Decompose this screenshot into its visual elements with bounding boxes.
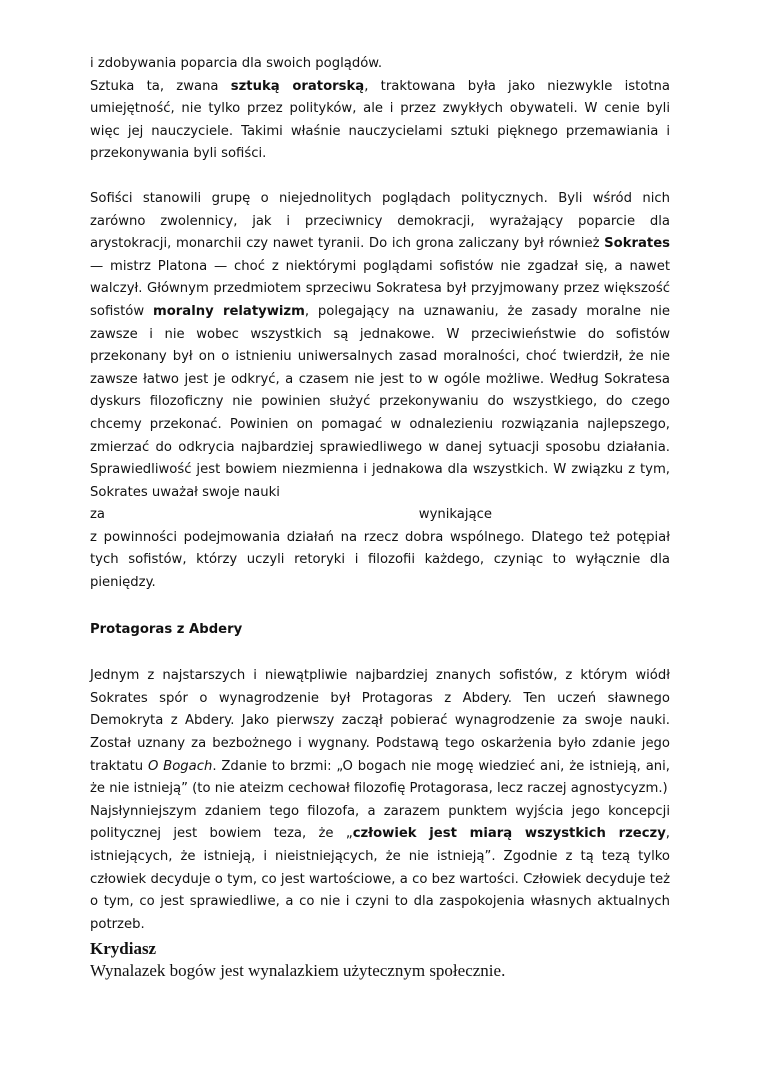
document-body bbox=[90, 53, 670, 982]
bold-term-relativism: moralny relatywizm bbox=[153, 303, 305, 319]
text-run: Sofiści stanowili grupę o niejednolitych poglądach politycznych. Byli wśród nich zarówno zwolennicy, jak i przeciwnicy demokracji, wyrażający poparcie dla arystokracji, monarchii czy nawet tyranii. Do ich grona zaliczany był również bbox=[90, 190, 670, 252]
bold-term-oratory: sztuką oratorską bbox=[230, 78, 365, 94]
section-heading-protagoras: Protagoras z Abdery bbox=[90, 621, 243, 637]
paragraph-gap bbox=[90, 595, 670, 619]
paragraph-protagoras bbox=[90, 665, 670, 801]
paragraph-oratory bbox=[90, 76, 670, 166]
text-run: . Zdanie to brzmi: „O bogach nie mogę wiedzieć ani, że istnieją, ani, że nie istnieją” (to nie ateizm cechował filozofię Protagorasa, lecz raczej agnostycyzm.) bbox=[90, 758, 670, 797]
spread-word-left: za bbox=[90, 507, 106, 523]
text-run: , traktowana była jako niezwykle istotna umiejętność, nie tylko przez polityków, ale i przez zwykłych obywateli. W cenie byli więc jej nauczyciele. Takimi właśnie nauczycielami sztuki pięknego przemawiania i przekonywania byli sofiści. bbox=[90, 78, 670, 162]
text-run: — mistrz Platona — choć z niektórymi poglądami sofistów nie zgadzał się, a nawet walczył. Głównym przedmiotem sprzeciwu Sokratesa był przyjmowany przez większość sofistów bbox=[90, 258, 670, 319]
italic-title-o-bogach: O Bogach bbox=[147, 758, 213, 774]
paragraph-gap bbox=[90, 166, 670, 188]
paragraph-krydiasz: Wynalazek bogów jest wynalazkiem użytecznym społecznie. bbox=[90, 961, 506, 981]
section-heading-krydiasz: Krydiasz bbox=[90, 939, 157, 959]
bold-term-sokrates: Sokrates bbox=[604, 236, 670, 252]
paragraph-sophists bbox=[90, 188, 670, 504]
text-run: , polegający na uznawaniu, że zasady moralne nie zawsze i nie wobec wszystkich są jednakowe. W przeciwieństwie do sofistów przekonany był on o istnieniu uniwersalnych zasad moralności, choć twierdził, że nie zawsze łatwo jest je odkryć, a czasem nie jest to w ogóle możliwe. Według Sokratesa dyskurs filozoficzny nie powinien służyć przekonywaniu do wszystkiego, do czego chcemy przekonać. Powinien on pomagać w odnalezieniu rozwiązania najlepszego, zmierzać do odkrycia najbardziej sprawiedliwego w danej sytuacji sposobu działania. Sprawiedliwość jest bowiem niezmienna i jednakowa dla wszystkich. W związku z tym, Sokrates uważał swoje nauki bbox=[90, 303, 670, 500]
text-run: Najsłynniejszym zdaniem tego filozofa, a zarazem punktem wyjścia jego koncepcji politycznej jest bowiem teza, że „ bbox=[90, 803, 670, 842]
spread-line bbox=[90, 504, 670, 527]
text-run: , istniejących, że istnieją, i nieistniejących, że nie istnieją”. Zgodnie z tą tezą tylko człowiek decyduje o tym, co jest wartościowe, a co bez wartości. Człowiek decyduje też o tym, co jest sprawiedliwe, a co nie i czyni to dla zaspokojenia własnych aktualnych potrzeb. bbox=[90, 826, 670, 932]
text-run: Sztuka ta, zwana bbox=[90, 78, 231, 94]
paragraph-intro-end: i zdobywania poparcia dla swoich poglądów. bbox=[90, 56, 383, 71]
paragraph-homo-mensura bbox=[90, 801, 670, 937]
bold-quote-measure: człowiek jest miarą wszystkich rzeczy bbox=[352, 826, 666, 842]
text-run: Jednym z najstarszych i niewątpliwie najbardziej znanych sofistów, z którym wiódł Sokrates spór o wynagrodzenie był Protagoras z Abdery. Ten uczeń sławnego Demokryta z Abdery. Jako pierwszy zaczął pobierać wynagrodzenie za swoje nauki. Został uznany za bezbożnego i wygnany. Podstawą tego oskarżenia było zdanie jego traktatu bbox=[90, 668, 670, 774]
paragraph-sophists-end: z powinności podejmowania działań na rzecz dobra wspólnego. Dlatego też potępiał tych sofistów, którzy uczyli retoryki i filozofii każdego, czyniąc to wyłącznie dla pieniędzy. bbox=[90, 529, 670, 591]
paragraph-gap bbox=[90, 641, 670, 665]
spread-word-right: wynikające bbox=[418, 507, 492, 523]
